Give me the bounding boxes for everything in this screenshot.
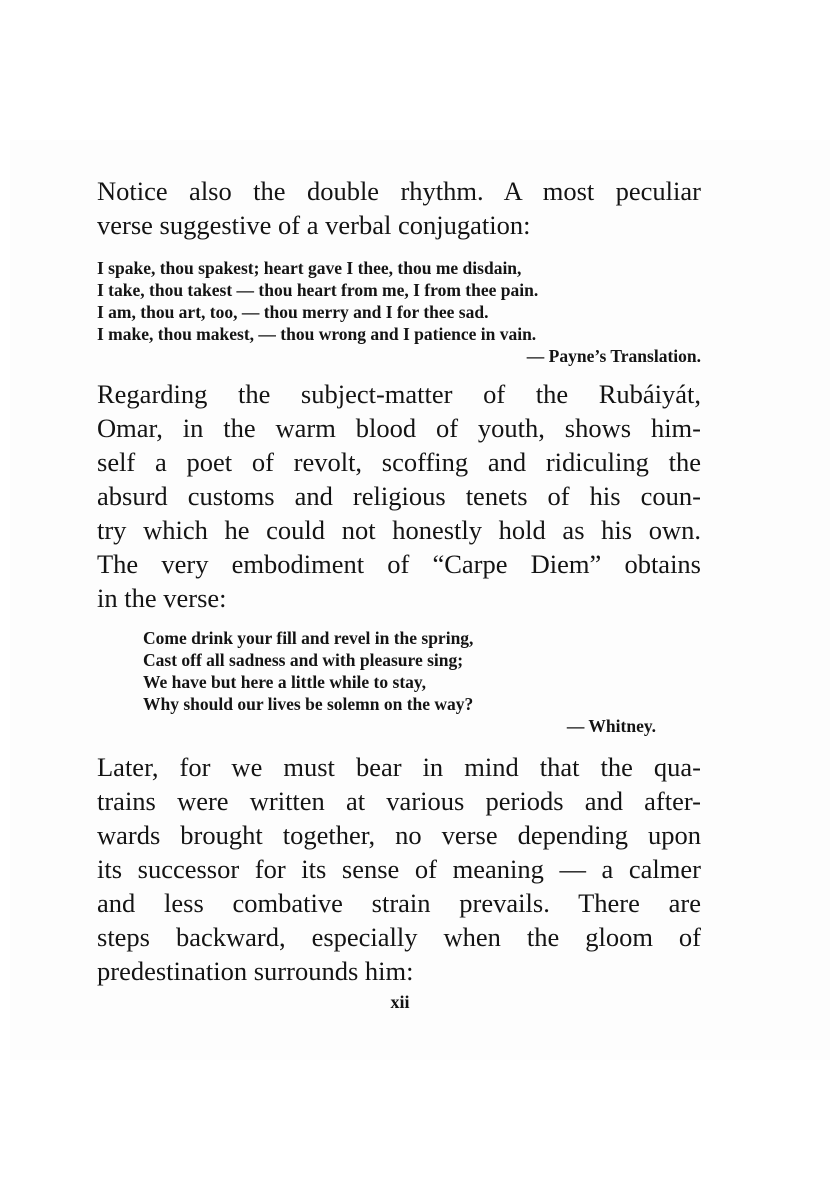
verse-attribution: — Whitney.	[566, 716, 656, 736]
paragraph-line: steps backward, especially when the gloom of	[97, 922, 701, 952]
paragraph-line: absurd customs and religious tenets of his coun-	[97, 481, 701, 511]
paragraph-line: Omar, in the warm blood of youth, shows him-	[97, 413, 701, 443]
page-number: xii	[390, 992, 410, 1012]
verse-line: I make, thou makest, — thou wrong and I patience in vain.	[97, 324, 537, 344]
verse-line: We have but here a little while to stay,	[143, 672, 427, 692]
body-paragraph-2	[97, 377, 701, 615]
paragraph-line: Regarding the subject-matter of the Rubáiyát,	[97, 379, 701, 409]
verse-line: I spake, thou spakest; heart gave I thee, thou me disdain,	[97, 258, 522, 278]
verse-quote-payne	[97, 257, 701, 367]
paragraph-line: wards brought together, no verse depending upon	[97, 820, 701, 850]
paragraph-line: Notice also the double rhythm. A most peculiar	[97, 176, 701, 206]
verse-line: Come drink your fill and revel in the spring,	[143, 628, 474, 648]
verse-line: I take, thou takest — thou heart from me, I from thee pain.	[97, 280, 539, 300]
body-paragraph-3	[97, 750, 701, 988]
paragraph-line: self a poet of revolt, scoffing and ridiculing the	[97, 447, 701, 477]
verse-quote-whitney	[143, 627, 656, 737]
verse-line: I am, thou art, too, — thou merry and I for thee sad.	[97, 302, 489, 322]
verse-line: Cast off all sadness and with pleasure sing;	[143, 650, 464, 670]
body-paragraph-1	[97, 174, 701, 242]
paragraph-line: Later, for we must bear in mind that the qua-	[97, 752, 701, 782]
paragraph-line: The very embodiment of “Carpe Diem” obtains	[97, 549, 701, 579]
paragraph-line: trains were written at various periods and after-	[97, 786, 701, 816]
paragraph-line: predestination surrounds him:	[97, 956, 414, 986]
paragraph-line: verse suggestive of a verbal conjugation:	[97, 210, 531, 240]
paragraph-line: and less combative strain prevails. There are	[97, 888, 701, 918]
paragraph-line: in the verse:	[97, 583, 227, 613]
paragraph-line: try which he could not honestly hold as his own.	[97, 515, 701, 545]
verse-attribution: — Payne’s Translation.	[526, 346, 701, 366]
paragraph-line: its successor for its sense of meaning — a calmer	[97, 854, 701, 884]
verse-line: Why should our lives be solemn on the way?	[143, 694, 474, 714]
